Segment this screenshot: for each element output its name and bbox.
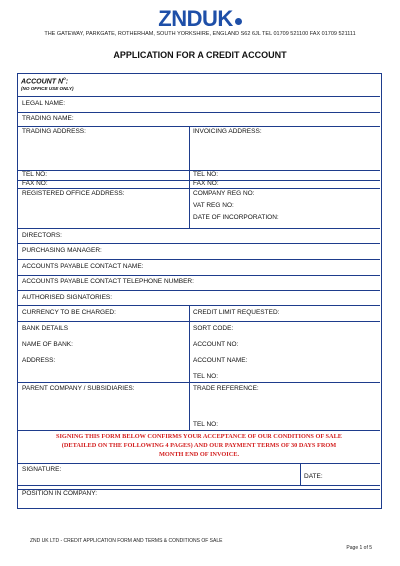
trading-fax-field[interactable]: FAX NO: (22, 180, 48, 187)
position-field[interactable]: POSITION IN COMPANY: (22, 490, 98, 497)
footer-text: ZND UK LTD - CREDIT APPLICATION FORM AND TERMS & CONDITIONS OF SALE (30, 538, 223, 544)
row-divider (18, 430, 380, 431)
ap-contact-tel-field[interactable]: ACCOUNTS PAYABLE CONTACT TELEPHONE NUMBER: (22, 278, 194, 285)
row-divider (18, 485, 380, 486)
office-use-note: (NO OFFICE USE ONLY) (21, 86, 74, 91)
credit-application-form (17, 73, 382, 509)
row-divider (18, 228, 380, 229)
parent-company-field[interactable]: PARENT COMPANY / SUBSIDIARIES: (22, 385, 135, 392)
column-divider (189, 126, 190, 228)
row-divider (18, 290, 380, 291)
bank-account-no-field[interactable]: ACCOUNT NO: (193, 341, 239, 348)
bank-details-label: BANK DETAILS (22, 325, 69, 332)
row-divider (18, 463, 380, 464)
invoicing-address-field[interactable]: INVOICING ADDRESS: (193, 128, 262, 135)
row-divider (18, 305, 380, 306)
page-number: Page 1 of 5 (346, 545, 372, 551)
purchasing-manager-field[interactable]: PURCHASING MANAGER: (22, 247, 102, 254)
credit-limit-field[interactable]: CREDIT LIMIT REQUESTED: (193, 309, 280, 316)
row-divider (18, 126, 380, 127)
incorporation-date-field[interactable]: DATE OF INCORPORATION: (193, 214, 279, 221)
trading-tel-field[interactable]: TEL NO: (22, 171, 48, 178)
row-divider (18, 96, 380, 97)
bank-name-field[interactable]: NAME OF BANK: (22, 341, 73, 348)
row-divider (18, 259, 380, 260)
date-field[interactable]: DATE: (304, 473, 323, 480)
invoicing-fax-field[interactable]: FAX NO: (193, 180, 219, 187)
column-divider (300, 463, 301, 485)
authorised-signatories-field[interactable]: AUTHORISED SIGNATORIES: (22, 294, 113, 301)
logo-dot-icon (235, 18, 242, 25)
row-divider (18, 321, 380, 322)
terms-warning: SIGNING THIS FORM BELOW CONFIRMS YOUR ACCEPTANCE OF OUR CONDITIONS OF SALE (DETAILED ON THE FOLLOWING 4 PAGES) AND OUR PAYMENT TERMS OF 30 DAYS FROM MONTH END OF INVOICE. (55, 433, 343, 458)
row-divider (18, 243, 380, 244)
row-divider (18, 188, 380, 189)
row-divider (18, 275, 380, 276)
page-title: APPLICATION FOR A CREDIT ACCOUNT (113, 50, 287, 60)
trade-reference-field[interactable]: TRADE REFERENCE: (193, 385, 259, 392)
account-name-field[interactable]: ACCOUNT NAME: (193, 357, 248, 364)
bank-tel-field[interactable]: TEL NO: (193, 373, 219, 380)
account-no-label: ACCOUNT $N^o$: (21, 76, 69, 86)
row-divider (18, 112, 380, 113)
company-address: THE GATEWAY, PARKGATE, ROTHERHAM, SOUTH YORKSHIRE, ENGLAND S62 6JL TEL 01709 521100 FAX 01709 521111 (44, 31, 356, 37)
ap-contact-name-field[interactable]: ACCOUNTS PAYABLE CONTACT NAME: (22, 263, 144, 270)
currency-field[interactable]: CURRENCY TO BE CHARGED: (22, 309, 116, 316)
row-divider (18, 382, 380, 383)
trade-reference-tel-field[interactable]: TEL NO: (193, 421, 219, 428)
signature-field[interactable]: SIGNATURE: (22, 466, 62, 473)
trading-address-field[interactable]: TRADING ADDRESS: (22, 128, 86, 135)
sort-code-field[interactable]: SORT CODE: (193, 325, 234, 332)
trading-name-field[interactable]: TRADING NAME: (22, 115, 74, 122)
directors-field[interactable]: DIRECTORS: (22, 232, 62, 239)
company-logo (0, 6, 400, 32)
logo-text: ZNDUK (158, 6, 233, 31)
registered-office-field[interactable]: REGISTERED OFFICE ADDRESS: (22, 190, 125, 197)
bank-address-field[interactable]: ADDRESS: (22, 357, 56, 364)
vat-reg-field[interactable]: VAT REG NO: (193, 202, 234, 209)
column-divider (189, 305, 190, 430)
legal-name-field[interactable]: LEGAL NAME: (22, 100, 66, 107)
invoicing-tel-field[interactable]: TEL NO: (193, 171, 219, 178)
company-reg-field[interactable]: COMPANY REG NO: (193, 190, 255, 197)
